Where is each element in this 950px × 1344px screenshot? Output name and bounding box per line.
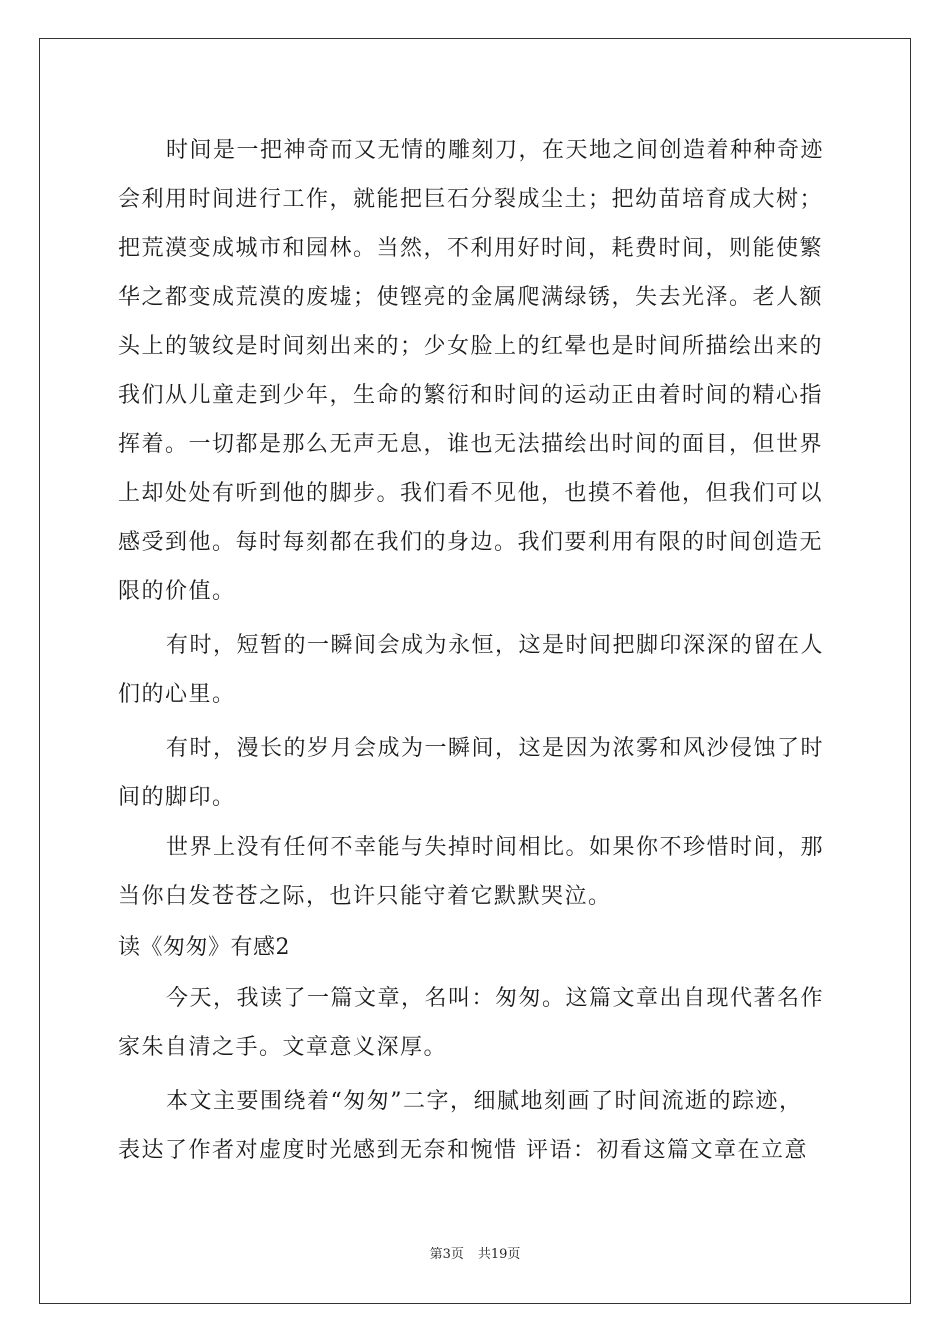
paragraph-line: 表达了作者对虚度时光感到无奈和惋惜 评语：初看这篇文章在立意 [118,1138,808,1163]
paragraph-line: 感受到他。每时每刻都在我们的身边。我们要利用有限的时间创造无 [118,530,824,555]
paragraph-line: 头上的皱纹是时间刻出来的；少女脸上的红晕也是时间所描绘出来的 [118,334,824,359]
paragraph-line: 当你白发苍苍之际，也许只能守着它默默哭泣。 [118,884,612,909]
paragraph-line: 家朱自清之手。文章意义深厚。 [118,1035,448,1060]
paragraph-line: 间的脚印。 [118,785,236,810]
paragraph-line: 我们从儿童走到少年，生命的繁衍和时间的运动正由着时间的精心指 [118,383,824,408]
page-total: 共19页 [477,1247,521,1262]
page-number: 第3页 [429,1247,464,1262]
page-footer [0,1246,950,1264]
paragraph-line: 本文主要围绕着“匆匆”二字，细腻地刻画了时间流逝的踪迹， [166,1089,803,1114]
paragraph-line: 把荒漠变成城市和园林。当然，不利用好时间，耗费时间，则能使繁 [118,236,824,261]
paragraph-line: 华之都变成荒漠的废墟；使铿亮的金属爬满绿锈，失去光泽。老人额 [118,285,824,310]
paragraph-line: 挥着。一切都是那么无声无息，谁也无法描绘出时间的面目，但世界 [118,432,824,457]
paragraph-line: 世界上没有任何不幸能与失掉时间相比。如果你不珍惜时间，那 [166,835,825,860]
paragraph-line: 时间是一把神奇而又无情的雕刻刀，在天地之间创造着种种奇迹 [166,138,825,163]
paragraph-line: 上却处处有听到他的脚步。我们看不见他，也摸不着他，但我们可以 [118,481,824,506]
paragraph-line: 今天，我读了一篇文章，名叫：匆匆。这篇文章出自现代著名作 [166,986,825,1011]
paragraph-line: 会利用时间进行工作，就能把巨石分裂成尘土；把幼苗培育成大树； [118,187,824,212]
paragraph-line: 限的价值。 [118,579,236,604]
paragraph-line: 们的心里。 [118,682,236,707]
paragraph-line: 有时，短暂的一瞬间会成为永恒，这是时间把脚印深深的留在人 [166,633,825,658]
section-heading: 读《匆匆》有感2 [118,935,290,960]
paragraph-line: 有时，漫长的岁月会成为一瞬间，这是因为浓雾和风沙侵蚀了时 [166,736,825,761]
